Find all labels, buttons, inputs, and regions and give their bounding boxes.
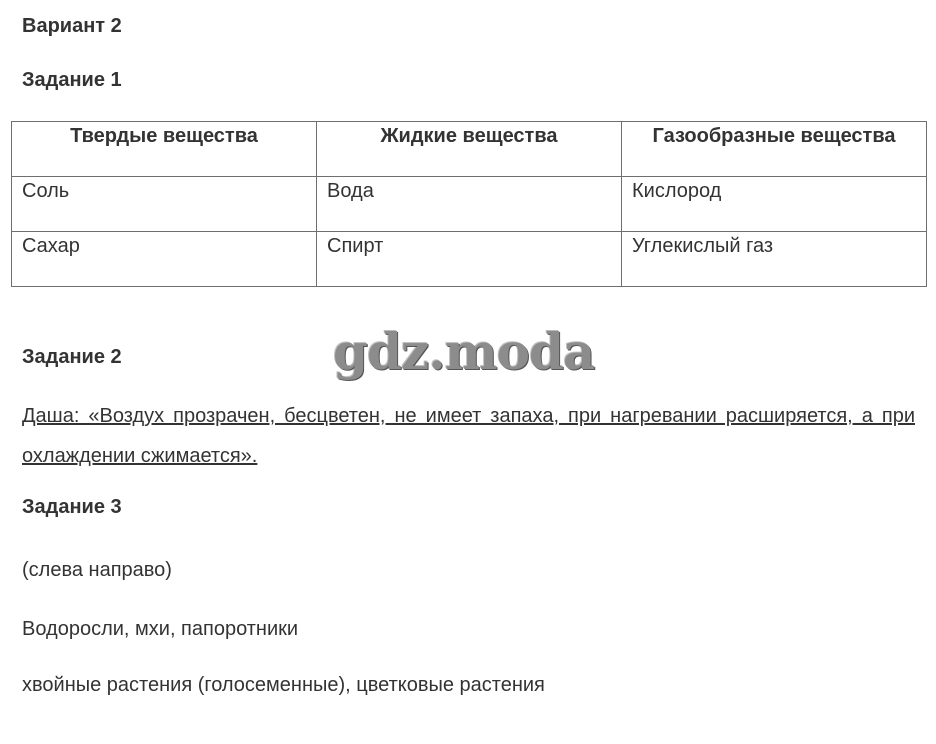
task-1-title: Задание 1 — [22, 69, 122, 91]
table-header-row — [12, 122, 927, 177]
table-cell: Сахар — [12, 232, 317, 287]
task-3-line-2: хвойные растения (голосеменные), цветковые растения — [22, 674, 545, 696]
table-cell: Спирт — [317, 232, 622, 287]
task-3-title: Задание 3 — [22, 496, 122, 518]
header-gas: Газообразные вещества — [622, 122, 927, 177]
table-cell: Кислород — [622, 177, 927, 232]
table-row — [12, 232, 927, 287]
variant-title: Вариант 2 — [22, 15, 122, 37]
table-cell: Углекислый газ — [622, 232, 927, 287]
table-row — [12, 177, 927, 232]
task-3-line-1: Водоросли, мхи, папоротники — [22, 618, 299, 640]
task-2-answer: Даша: «Воздух прозрачен, бесцветен, не имеет запаха, при нагревании расширяется, а при охлаждении сжимается». — [22, 405, 915, 467]
task-2-title: Задание 2 — [22, 346, 122, 368]
substances-table — [11, 121, 927, 287]
table-cell: Вода — [317, 177, 622, 232]
task-3-direction: (слева направо) — [22, 559, 172, 581]
header-liquid: Жидкие вещества — [317, 122, 622, 177]
watermark-logo: gdz.moda — [333, 322, 595, 381]
table-cell: Соль — [12, 177, 317, 232]
header-solid: Твердые вещества — [12, 122, 317, 177]
